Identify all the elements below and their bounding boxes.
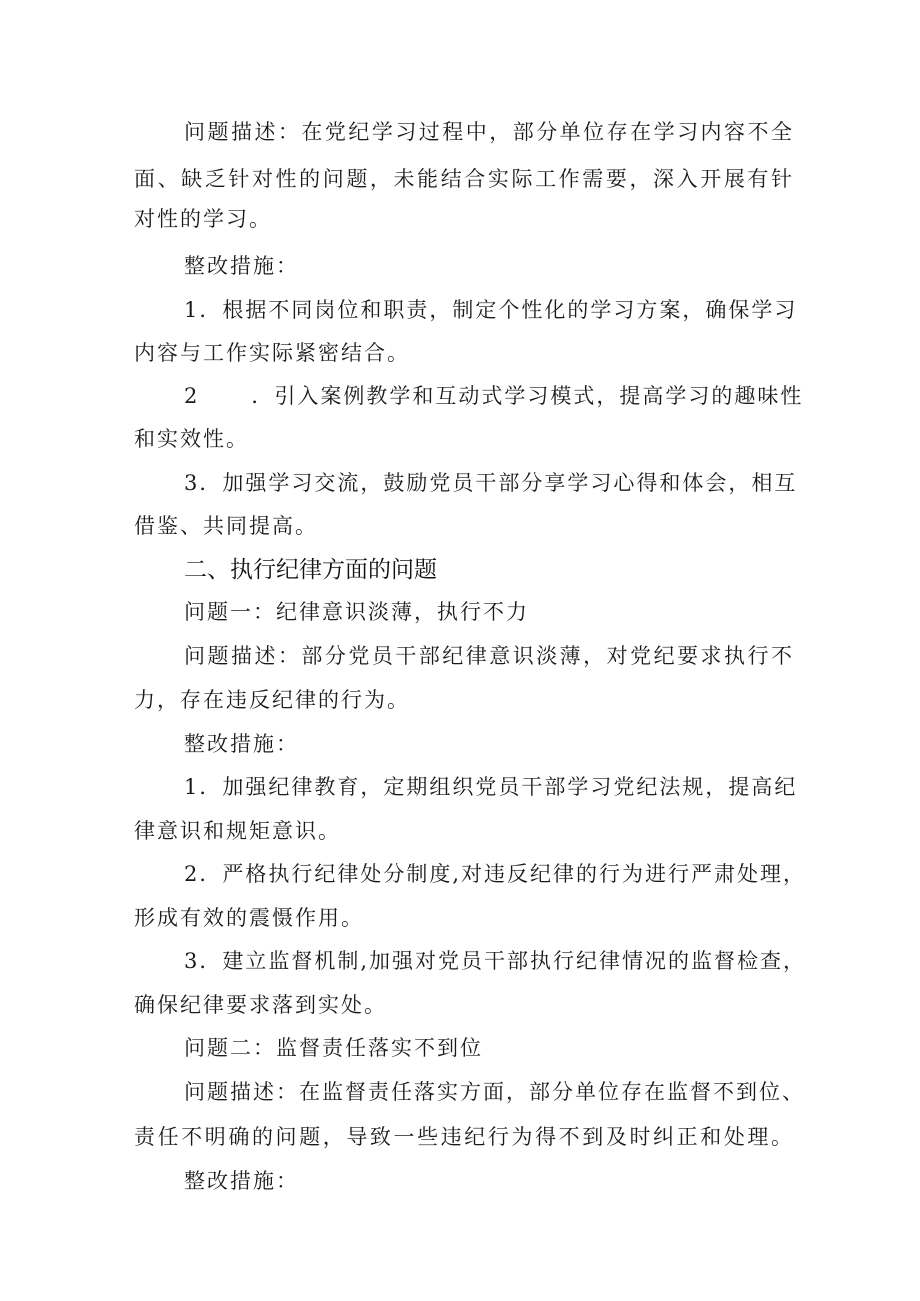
measure-item-line: 律意识和规矩意识。 <box>134 819 341 843</box>
measure-item-line <box>184 375 804 417</box>
measure-item-line: 内容与工作实际紧密结合。 <box>134 341 410 365</box>
measures-label: 整改措施： <box>184 1169 299 1193</box>
issue-description-line: 问题描述：在监督责任落实方面，部分单位存在监督不到位、 <box>184 1080 805 1104</box>
measure-number: 2 <box>184 384 200 408</box>
measure-text: ．引入案例教学和互动式学习模式，提高学习的趣味性 <box>251 384 804 408</box>
issue-description-line: 问题描述：在党纪学习过程中，部分单位存在学习内容不全 <box>184 120 794 144</box>
issue-title: 问题二：监督责任落实不到位 <box>184 1036 483 1060</box>
issue-description-line: 问题描述：部分党员干部纪律意识淡薄，对党纪要求执行不 <box>184 644 794 668</box>
issue-description-line: 责任不明确的问题，导致一些违纪行为得不到及时纠正和处理。 <box>134 1125 794 1149</box>
measure-item-line: 3．加强学习交流，鼓励党员干部分享学习心得和体会，相互 <box>184 471 798 495</box>
measures-label: 整改措施： <box>184 254 299 278</box>
issue-title: 问题一：纪律意识淡薄，执行不力 <box>184 600 529 624</box>
measure-item-line: 形成有效的震慑作用。 <box>134 906 364 930</box>
measure-item-line: 1．根据不同岗位和职责，制定个性化的学习方案，确保学习 <box>184 298 798 322</box>
issue-description-line: 力，存在违反纪律的行为。 <box>134 688 410 712</box>
measures-label: 整改措施： <box>184 732 299 756</box>
measure-item-line: 确保纪律要求落到实处。 <box>134 993 387 1017</box>
measure-item-line: 借鉴、共同提高。 <box>134 514 318 538</box>
measure-item-line: 1．加强纪律教育，定期组织党员干部学习党纪法规，提高纪 <box>184 775 798 799</box>
measure-item-line: 3．建立监督机制,加强对党员干部执行纪律情况的监督检查， <box>184 949 807 973</box>
issue-description-line: 对性的学习。 <box>134 207 272 231</box>
issue-description-line: 面、缺乏针对性的问题，未能结合实际工作需要，深入开展有针 <box>134 167 794 191</box>
measure-item-line: 和实效性。 <box>134 427 249 451</box>
section-heading: 二、执行纪律方面的问题 <box>184 557 437 583</box>
measure-item-line: 2．严格执行纪律处分制度,对违反纪律的行为进行严肃处理， <box>184 862 807 886</box>
